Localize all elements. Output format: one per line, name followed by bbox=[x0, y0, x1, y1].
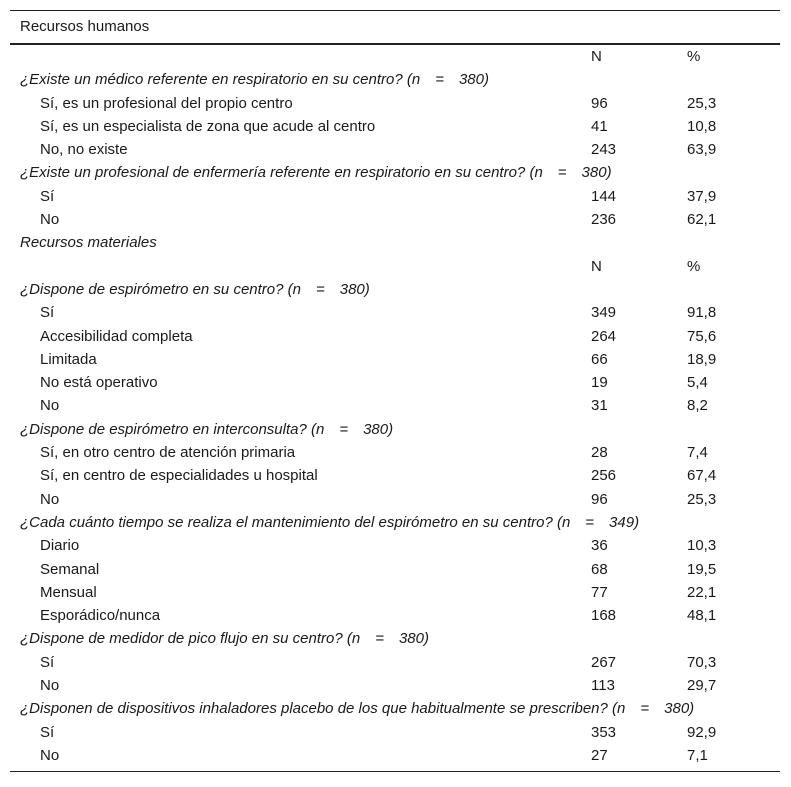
percent-cell: 37,9 bbox=[687, 187, 717, 205]
table-row-question bbox=[10, 278, 780, 301]
count-cell: 31 bbox=[591, 397, 608, 415]
table-row-answer bbox=[10, 394, 780, 417]
percent-cell: 18,9 bbox=[687, 350, 717, 368]
percent-cell: 75,6 bbox=[687, 327, 717, 345]
answer-label: No bbox=[40, 746, 60, 764]
answer-label: Accesibilidad completa bbox=[40, 327, 193, 345]
table-title: Recursos humanos bbox=[10, 11, 780, 45]
question-label: ¿Existe un profesional de enfermería referente en respiratorio en su centro? (n = 380) bbox=[20, 164, 612, 182]
percent-cell: 92,9 bbox=[687, 723, 717, 741]
answer-label: Limitada bbox=[40, 350, 97, 368]
percent-cell: 7,1 bbox=[687, 746, 708, 764]
section-label: Recursos materiales bbox=[20, 234, 157, 252]
answer-label: Sí bbox=[40, 304, 55, 322]
table-row-answer bbox=[10, 138, 780, 161]
count-cell: 256 bbox=[591, 467, 617, 485]
question-label: ¿Existe un médico referente en respiratorio en su centro? (n = 380) bbox=[20, 71, 489, 89]
count-cell: 66 bbox=[591, 350, 608, 368]
answer-label: Sí bbox=[40, 187, 55, 205]
count-cell: 96 bbox=[591, 490, 608, 508]
percent-cell: 25,3 bbox=[687, 490, 717, 508]
count-cell: 96 bbox=[591, 94, 608, 112]
percent-cell: 25,3 bbox=[687, 94, 717, 112]
percent-cell: 67,4 bbox=[687, 467, 717, 485]
percent-cell: 8,2 bbox=[687, 397, 708, 415]
count-cell: 68 bbox=[591, 560, 608, 578]
percent-cell: 7,4 bbox=[687, 444, 708, 462]
percent-cell: 5,4 bbox=[687, 374, 708, 392]
table-row-answer bbox=[10, 325, 780, 348]
table-row-answer bbox=[10, 92, 780, 115]
percent-cell: 10,3 bbox=[687, 537, 717, 555]
count-cell: 168 bbox=[591, 607, 617, 625]
percent-cell: 19,5 bbox=[687, 560, 717, 578]
count-cell: 27 bbox=[591, 746, 608, 764]
table-row-answer bbox=[10, 651, 780, 674]
column-header-n: N bbox=[591, 48, 602, 65]
question-label: ¿Dispone de espirómetro en su centro? (n = 380) bbox=[20, 280, 370, 298]
count-cell: 353 bbox=[591, 723, 617, 741]
table-row-answer bbox=[10, 464, 780, 487]
percent-cell: 48,1 bbox=[687, 607, 717, 625]
answer-label: Semanal bbox=[40, 560, 100, 578]
percent-cell: 63,9 bbox=[687, 141, 717, 159]
table-row-answer bbox=[10, 115, 780, 138]
table-row-question bbox=[10, 627, 780, 650]
table-row-section bbox=[10, 231, 780, 254]
table-row-question bbox=[10, 418, 780, 441]
answer-label: Mensual bbox=[40, 583, 97, 601]
table-row-header bbox=[10, 45, 780, 68]
answer-label: No bbox=[40, 211, 60, 229]
question-label: ¿Dispone de espirómetro en interconsulta? (n = 380) bbox=[20, 420, 394, 438]
table-body bbox=[10, 45, 780, 767]
answer-label: Sí bbox=[40, 653, 55, 671]
answer-label: No bbox=[40, 490, 60, 508]
answer-label: No está operativo bbox=[40, 374, 158, 392]
answer-label: No, no existe bbox=[40, 141, 128, 159]
percent-cell: 91,8 bbox=[687, 304, 717, 322]
count-cell: 28 bbox=[591, 444, 608, 462]
answer-label: Diario bbox=[40, 537, 80, 555]
answer-label: Sí, es un profesional del propio centro bbox=[40, 94, 293, 112]
answer-label: No bbox=[40, 397, 60, 415]
answer-label: Sí, es un especialista de zona que acude al centro bbox=[40, 117, 376, 135]
table-row-answer bbox=[10, 744, 780, 767]
percent-cell: 29,7 bbox=[687, 677, 717, 695]
count-cell: 144 bbox=[591, 187, 617, 205]
table-row-answer bbox=[10, 488, 780, 511]
question-label: ¿Cada cuánto tiempo se realiza el mantenimiento del espirómetro en su centro? (n = 349) bbox=[20, 513, 640, 531]
answer-label: No bbox=[40, 677, 60, 695]
count-cell: 19 bbox=[591, 374, 608, 392]
count-cell: 267 bbox=[591, 653, 617, 671]
table-row-answer bbox=[10, 348, 780, 371]
table-row-question bbox=[10, 697, 780, 720]
answer-label: Esporádico/nunca bbox=[40, 607, 161, 625]
percent-cell: 10,8 bbox=[687, 117, 717, 135]
count-cell: 113 bbox=[591, 677, 615, 695]
table-row-answer bbox=[10, 604, 780, 627]
table-row-answer bbox=[10, 581, 780, 604]
table-row-answer bbox=[10, 301, 780, 324]
count-cell: 36 bbox=[591, 537, 608, 555]
count-cell: 243 bbox=[591, 141, 617, 159]
percent-cell: 62,1 bbox=[687, 211, 717, 229]
table-row-question bbox=[10, 68, 780, 91]
count-cell: 41 bbox=[591, 117, 608, 135]
resources-table bbox=[10, 10, 780, 772]
table-row-answer bbox=[10, 185, 780, 208]
question-label: ¿Dispone de medidor de pico flujo en su centro? (n = 380) bbox=[20, 630, 429, 648]
percent-cell: 70,3 bbox=[687, 653, 717, 671]
count-cell: 349 bbox=[591, 304, 617, 322]
column-header-n: N bbox=[591, 257, 602, 275]
answer-label: Sí, en otro centro de atención primaria bbox=[40, 444, 296, 462]
column-header-percent: % bbox=[687, 48, 701, 65]
table-row-answer bbox=[10, 534, 780, 557]
table-row-answer bbox=[10, 721, 780, 744]
answer-label: Sí, en centro de especialidades u hospital bbox=[40, 467, 318, 485]
table-row-header bbox=[10, 255, 780, 278]
count-cell: 264 bbox=[591, 327, 617, 345]
column-header-percent: % bbox=[687, 257, 701, 275]
count-cell: 236 bbox=[591, 211, 617, 229]
answer-label: Sí bbox=[40, 723, 55, 741]
table-row-question bbox=[10, 511, 780, 534]
question-label: ¿Disponen de dispositivos inhaladores placebo de los que habitualmente se prescriben? (n = 380) bbox=[20, 700, 695, 718]
table-row-question bbox=[10, 161, 780, 184]
table-row-answer bbox=[10, 441, 780, 464]
table-bottom-rule bbox=[10, 771, 780, 772]
table-row-answer bbox=[10, 371, 780, 394]
table-row-answer bbox=[10, 208, 780, 231]
count-cell: 77 bbox=[591, 583, 608, 601]
percent-cell: 22,1 bbox=[687, 583, 717, 601]
table-row-answer bbox=[10, 674, 780, 697]
table-row-answer bbox=[10, 558, 780, 581]
